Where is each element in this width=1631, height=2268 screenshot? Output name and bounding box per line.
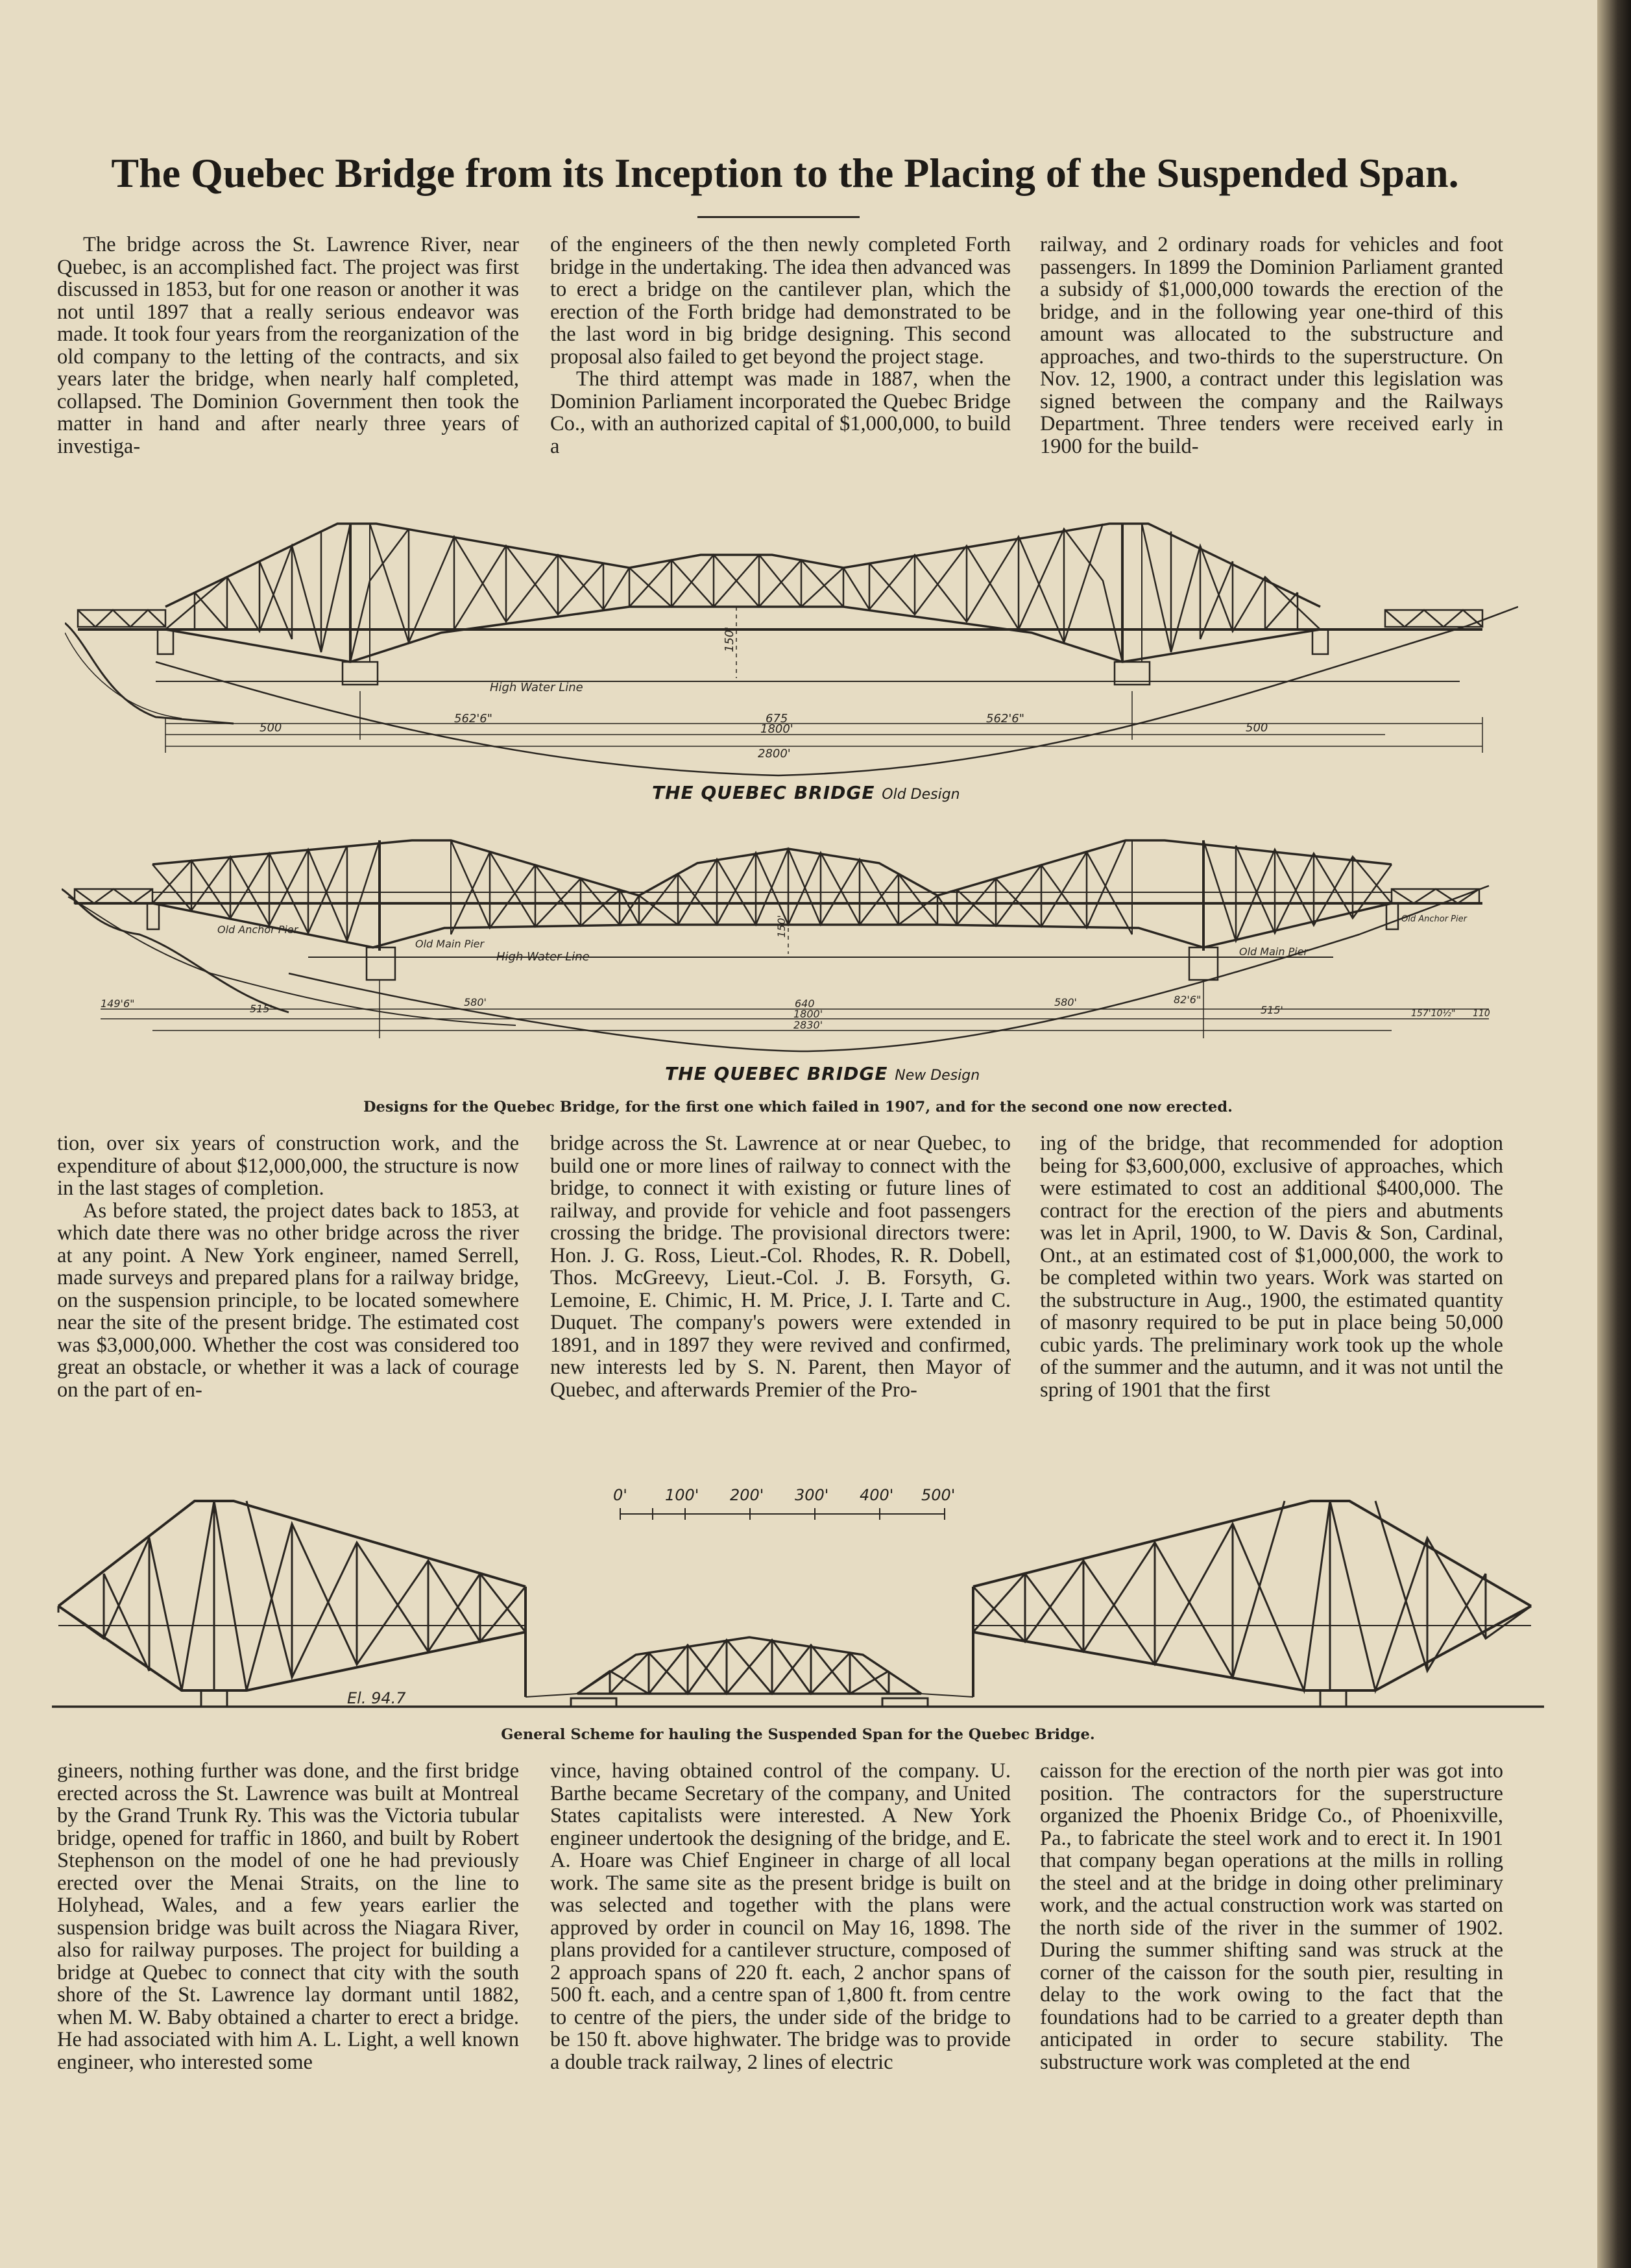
text-column-1: [57, 1132, 519, 1401]
figure-title: THE QUEBEC BRIDGE: [652, 782, 875, 803]
clearance-label: 150': [723, 626, 736, 652]
scale-label: 300': [795, 1486, 829, 1504]
paragraph: As before stated, the project dates back to 1853, at which date there was no other bridge across the river at any point. A New York engineer, named Serrell, made surveys and prepared plans for a railway bridge, on the suspension principle, to be located somewhere near the site of the present bridge. The estimated cost was $3,000,000. Whether the cost was considered too great an obstacle, or whether it was a lack of courage on the part of en-: [57, 1199, 519, 1402]
dim-label: 675: [766, 712, 788, 726]
scale-line: [620, 1513, 944, 1515]
scale-label: 100': [665, 1486, 699, 1504]
dim-label: 2800': [758, 747, 791, 761]
scale-tick: [879, 1508, 880, 1520]
paragraph: ing of the bridge, that recommended for adoption being for $3,600,000, exclusive of approaches, which were estimated to cost an additional $400,000. The contract for the erection of the piers and abutments was let in April, 1900, to W. Davis & Son, Cardinal, Ont., at an estimated cost of $1,000,000, the work to be completed within two years. Work was started on the substructure in Aug., 1900, the estimated quantity of masonry required to be put in place being 50,000 cubic yards. The preliminary work took up the whole of the summer and the autumn, and it was not until the spring of 1901 that the first: [1040, 1132, 1503, 1402]
approach-truss-left: [75, 889, 152, 903]
old-anchor-pier-label: Old Anchor Pier: [217, 923, 298, 936]
dim-label: 157'10½": [1411, 1008, 1456, 1019]
paragraph: The third attempt was made in 1887, when the Dominion Parliament incorporated the Quebec Bridge Co., with an authorized capital of $1,000,000, to build a: [550, 367, 1011, 458]
scale-tick: [814, 1508, 816, 1520]
text-column-3: [1040, 1132, 1503, 1401]
article-title: The Quebec Bridge from its Inception to the Placing of the Suspended Span.: [111, 150, 1459, 196]
dim-label: 580': [464, 996, 487, 1008]
dim-label: 562'6": [986, 712, 1025, 726]
text-column-1: [57, 234, 519, 457]
book-spine: [1597, 0, 1631, 2268]
anchor-pier-left: [147, 903, 159, 929]
paragraph: of the engineers of the then newly completed Forth bridge in the undertaking. The idea then advanced was to erect a bridge on the cantilever plan, which the erection of the Forth bridge had demonstrated to be the last word in big bridge designing. This second proposal also failed to get beyond the project stage.: [550, 233, 1011, 369]
text-column-1: [57, 1760, 519, 2073]
anchor-pier-right: [1312, 629, 1328, 654]
high-water-label: High Water Line: [490, 681, 583, 694]
paragraph: railway, and 2 ordinary roads for vehicles and foot passengers. In 1899 the Dominion Parliament granted a subsidy of $1,000,000 towards the erection of the bridge, and in the following year one-third of this amount was allocated to the substructure and approaches, and two-thirds to the superstructure. On Nov. 12, 1900, a contract under this legislation was signed between the company and the Railways Department. Three tenders were received early in 1900 for the build-: [1040, 233, 1503, 458]
scale-tick: [620, 1508, 621, 1520]
old-main-pier-label: Old Main Pier: [415, 938, 485, 950]
dim-label: 149'6": [101, 997, 135, 1010]
high-water-label: High Water Line: [496, 950, 590, 964]
figure-title: THE QUEBEC BRIDGE: [665, 1063, 888, 1084]
new-design-drawing: [62, 824, 1521, 1100]
scheme-caption: General Scheme for hauling the Suspended Span for the Quebec Bridge.: [501, 1726, 1095, 1743]
pier-left: [201, 1690, 227, 1707]
text-column-2: [550, 1132, 1011, 1401]
text-column-2: [550, 234, 1011, 457]
text-column-3: [1040, 1760, 1503, 2073]
scale-label: 500': [921, 1486, 956, 1504]
elevation-label: El. 94.7: [347, 1689, 406, 1707]
barge-right: [882, 1698, 928, 1707]
dim-label: 1800': [793, 1008, 823, 1020]
scale-tick: [684, 1508, 686, 1520]
main-pier-left: [367, 947, 395, 980]
old-main-pier-label: Old Main Pier: [1239, 945, 1309, 958]
scale-label: 200': [730, 1486, 764, 1504]
pier-right: [1320, 1690, 1346, 1707]
anchor-pier-left: [158, 629, 173, 654]
paragraph: vince, having obtained control of the company. U. Barthe became Secretary of the company, and United States capitalists were interested. A New York engineer undertook the designing of the bridge, and E. A. Hoare was Chief Engineer in charge of all local work. The same site as the present bridge is built on was selected and together with the plans were approved by order in council on May 16, 1898. The plans provided for a cantilever structure, composed of 2 approach spans of 220 ft. each, 2 anchor spans of 500 ft. each, and a centre span of 1,800 ft. from centre to centre of the piers, the under side of the bridge to be 150 ft. above highwater. The bridge was to provide a double track railway, 2 lines of electric: [550, 1759, 1011, 2074]
dim-label: 2830': [793, 1019, 823, 1031]
paragraph: The bridge across the St. Lawrence River, near Quebec, is an accomplished fact. The project was first discussed in 1853, but for one reason or another it was not until 1897 that a really serious endeavor was made. It took four years from the reorganization of the old company to the letting of the contracts, and six years later the bridge, when nearly half completed, collapsed. The Dominion Government then took the matter in hand and after nearly three years of investiga-: [57, 233, 519, 458]
paragraph: tion, over six years of construction work, and the expenditure of about $12,000,000, the structure is now in the last stages of completion.: [57, 1132, 519, 1200]
barge-left: [571, 1698, 616, 1707]
paragraph: gineers, nothing further was done, and the first bridge erected across the St. Lawrence was built at Montreal by the Grand Trunk Ry. This was the Victoria tubular bridge, opened for traffic in 1860, and built by Robert Stephenson on the model of one he had previously erected over the Menai Straits, on the line to Holyhead, Wales, and a few years earlier the suspension bridge was built across the Niagara River, also for railway purposes. The project for building a bridge at Quebec to connect that city with the south shore of the St. Lawrence lay dormant until 1882, when M. W. Baby obtained a charter to erect a bridge. He had associated with him A. L. Light, a well known engineer, who interested some: [57, 1759, 519, 2074]
dim-label: 640: [795, 997, 815, 1010]
old-design-title: [652, 782, 960, 803]
dim-label: 110: [1473, 1008, 1490, 1019]
scale-bar: [613, 1486, 963, 1525]
main-pier-right: [1189, 947, 1218, 980]
designs-caption: Designs for the Quebec Bridge, for the first one which failed in 1907, and for the second one now erected.: [363, 1099, 1233, 1116]
old-design-drawing: [65, 503, 1518, 808]
scale-label: 0': [613, 1486, 627, 1504]
paragraph: caisson for the erection of the north pier was got into position. The contractors for the superstructure organized the Phoenix Bridge Co., of Phoenixville, Pa., to fabricate the steel work and to erect it. In 1901 that company began operations at the mills in rolling the steel and at the bridge in doing other preliminary work, and the actual construction work was started on the north side of the river in the summer of 1902. During the summer shifting sand was struck at the corner of the caisson for the south pier, resulting in delay to the work owing to the fact that the foundations had to be carried to a greater depth than anticipated in order to secure stability. The substructure work was completed at the end: [1040, 1759, 1503, 2074]
dim-label: 515': [250, 1003, 272, 1015]
dim-label: 562'6": [454, 712, 493, 726]
scale-tick: [652, 1508, 653, 1520]
new-design-title: [665, 1063, 980, 1084]
paragraph: bridge across the St. Lawrence at or near Quebec, to build one or more lines of railway to connect with the bridge, to connect it with existing or future lines of railway, and provide for vehicle and foot passengers crossing the bridge. The provisional directors twere: Hon. J. G. Ross, Lieut.-Col. Rhodes, R. R. Dobell, Thos. McGreevy, Lieut.-Col. J. B. Forsyth, G. Lemoine, E. Chimic, H. M. Price, J. I. Tarte and C. Duquet. The company's powers were extended in 1891, and in 1897 they were revived and confirmed, new interests led by S. N. Parent, then Mayor of Quebec, and afterwards Premier of the Pro-: [550, 1132, 1011, 1402]
figure-subtitle: New Design: [895, 1067, 980, 1084]
old-anchor-pier-label: Old Anchor Pier: [1401, 914, 1467, 924]
approach-truss-right: [1392, 889, 1479, 903]
text-column-2: [550, 1760, 1011, 2073]
old-design-svg: [65, 503, 1518, 808]
dim-label: 515': [1261, 1004, 1283, 1016]
scale-tick: [944, 1508, 945, 1520]
dim-label: 580': [1054, 996, 1077, 1008]
scale-tick: [749, 1508, 751, 1520]
clearance-label: 150': [775, 915, 788, 938]
anchor-pier-right: [1386, 903, 1398, 929]
dim-label: 500: [1246, 721, 1268, 735]
dim-label: 82'6": [1174, 994, 1202, 1006]
dim-label: 1800': [760, 722, 793, 736]
text-column-3: [1040, 234, 1503, 457]
figure-subtitle: Old Design: [882, 786, 960, 803]
scale-label: 400': [860, 1486, 894, 1504]
dim-label: 500: [260, 721, 282, 735]
title-rule: [697, 216, 860, 218]
new-design-svg: [62, 824, 1521, 1100]
